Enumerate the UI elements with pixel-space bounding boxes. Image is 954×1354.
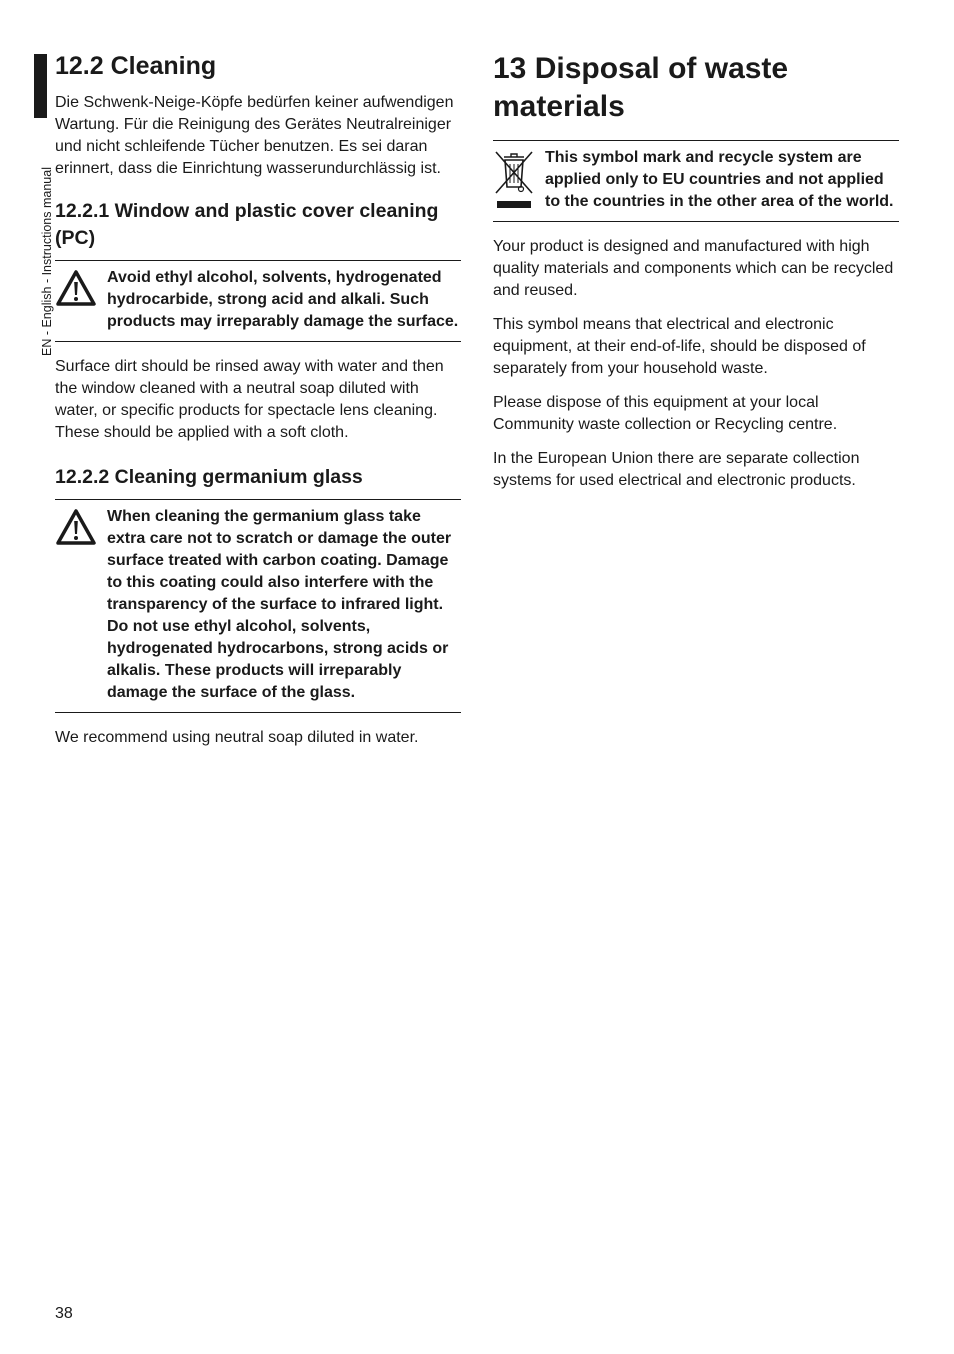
crossed-out-wheelie-bin-icon	[493, 147, 545, 213]
subsection-title-germanium: 12.2.2 Cleaning germanium glass	[55, 466, 363, 488]
disposal-paragraph: Your product is designed and manufactured with high quality materials and components which can be recycled and reused.	[493, 238, 894, 299]
weee-notice-text: This symbol mark and recycle system are applied only to EU countries and not applied to the countries in the other area of the world.	[545, 149, 894, 210]
left-column	[55, 50, 461, 761]
germanium-cleaning-text: We recommend using neutral soap diluted in water.	[55, 729, 419, 746]
warning-text-germanium: When cleaning the germanium glass take extra care not to scratch or damage the outer surface treated with carbon coating. Damage to this coating could also interfere with the transparency of the surface to infrared light. Do not use ethyl alcohol, solvents, hydrogenated hydrocarbons, strong acids or alkalis. These products will irreparably damage the surface of the glass.	[107, 508, 452, 701]
side-tab-marker	[34, 54, 47, 118]
disposal-paragraph: In the European Union there are separate collection systems for used electrical and electronic products.	[493, 450, 860, 489]
right-column	[493, 50, 899, 504]
weee-notice-box	[493, 140, 899, 222]
warning-box-window	[55, 260, 461, 342]
chapter-title: 13 Disposal of waste materials	[493, 52, 789, 123]
section-title: 12.2 Cleaning	[55, 52, 217, 80]
disposal-paragraph: This symbol means that electrical and electronic equipment, at their end-of-life, should be disposed of separately from your household waste.	[493, 316, 866, 377]
subsection-title-window: 12.2.1 Window and plastic cover cleaning (PC)	[55, 200, 439, 249]
section-intro: Die Schwenk-Neige-Köpfe bedürfen keiner aufwendigen Wartung. Für die Reinigung des Gerätes Neutralreiniger und nicht schleifende Tücher benutzen. Es sei daran erinnert, dass die Einrichtung wasserundurchlässig ist.	[55, 94, 454, 177]
warning-triangle-icon	[55, 267, 107, 307]
disposal-paragraph: Please dispose of this equipment at your local Community waste collection or Recycling centre.	[493, 394, 838, 433]
page-number: 38	[55, 1305, 73, 1322]
side-running-label: EN - English - Instructions manual	[40, 167, 54, 356]
window-cleaning-text: Surface dirt should be rinsed away with water and then the window cleaned with a neutral soap diluted with water, or specific products for spectacle lens cleaning. These should be applied with a soft cloth.	[55, 358, 444, 441]
warning-box-germanium	[55, 499, 461, 713]
warning-triangle-icon	[55, 506, 107, 546]
warning-text-window: Avoid ethyl alcohol, solvents, hydrogenated hydrocarbide, strong acid and alkali. Such products may irreparably damage the surface.	[107, 269, 459, 330]
